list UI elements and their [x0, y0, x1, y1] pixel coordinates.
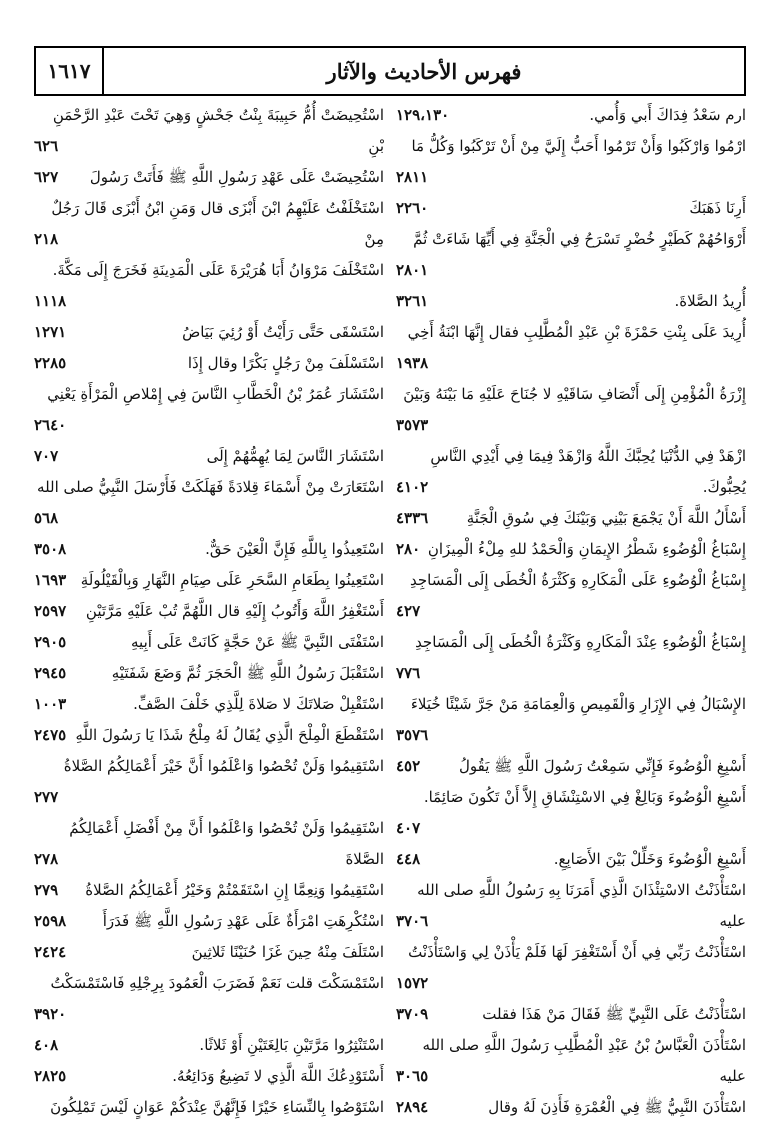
entry-line: [34, 162, 384, 193]
entry-line: [396, 441, 746, 472]
entry-line: [34, 937, 384, 968]
entry-line: [396, 906, 746, 937]
hadith-text: ارْمُوا وَارْكَبُوا وَأَنْ تَرْمُوا أَحَبُّ إِلَيَّ مِنْ أَنْ تَرْكَبُوا وَكُلُّ مَا: [411, 137, 746, 155]
hadith-text: اسْتُحِيضَتْ عَلَى عَهْدِ رَسُولِ اللَّهِ ﷺ فَأَتَتْ رَسُولَ: [89, 168, 384, 186]
entry-line: [396, 968, 746, 999]
index-entry: [396, 503, 746, 534]
hadith-number: ٣٥٧٣: [396, 416, 429, 434]
hadith-text: أُرِيدُ الصَّلاةَ.: [674, 292, 746, 310]
hadith-text: إِسْبَاغُ الْوُضُوءِ عِنْدَ الْمَكَارِهِ وَكَثْرَةُ الْخُطَى إِلَى الْمَسَاجِدِ: [415, 633, 746, 651]
hadith-number: ٧٠٧: [34, 447, 59, 465]
entry-line: [34, 751, 384, 782]
hadith-number: ٣٢٦١: [396, 292, 429, 310]
entry-line: [396, 937, 746, 968]
index-entry: [396, 379, 746, 441]
index-columns: [34, 100, 746, 1116]
index-entry: [34, 255, 384, 317]
entry-line: [396, 100, 746, 131]
hadith-text: ارم سَعْدُ فِدَاكَ أَبي وَأُمي.: [589, 106, 746, 124]
index-entry: [396, 875, 746, 937]
hadith-number: ١٢٧١: [34, 323, 67, 341]
hadith-text: أَسْبِغِ الْوُضُوءَ وَبَالِغْ فِي الاسْتِنْشَاقِ إِلاَّ أَنْ تَكُونَ صَائِمًا.: [423, 788, 746, 806]
entry-line: [396, 1061, 746, 1092]
entry-line: [34, 534, 384, 565]
entry-line: [34, 658, 384, 689]
hadith-text: إِزْرَةُ الْمُؤْمِنِ إِلَى أَنْصَافِ سَاقَيْهِ لا جُنَاحَ عَلَيْهِ مَا بَيْنَهُ وَبَيْنَ: [403, 385, 746, 403]
hadith-number: ١٥٧٢: [396, 974, 429, 992]
index-entry: [34, 534, 384, 565]
index-entry: [396, 1030, 746, 1092]
entry-line: [396, 1030, 746, 1061]
hadith-number: ٢٨٢٥: [34, 1067, 67, 1085]
index-entry: [34, 937, 384, 968]
hadith-text: اسْتَقِيمُوا وَلَنْ تُحْصُوا وَاعْلَمُوا أَنَّ مِنْ أَفْضَلِ أَعْمَالِكُمُ: [69, 819, 384, 837]
index-entry: [396, 286, 746, 317]
index-entry: [34, 906, 384, 937]
hadith-number: ٢١٨: [34, 230, 59, 248]
entry-line: [396, 627, 746, 658]
entry-line: [34, 782, 384, 813]
index-entry: [396, 131, 746, 193]
hadith-number: ٢٧٧: [34, 788, 59, 806]
hadith-text: اسْتَقْبِلْ صَلاتَكَ لا صَلاةَ لِلَّذِي خَلْفَ الصَّفِّ.: [133, 695, 384, 713]
index-entry: [396, 937, 746, 999]
index-entry: [396, 689, 746, 751]
index-entry: [34, 968, 384, 1030]
entry-line: [34, 627, 384, 658]
hadith-text: أَسْأَلُ اللَّهَ أَنْ يَجْمَعَ بَيْنِي وَبَيْنَكَ فِي سُوقِ الْجَنَّةِ: [466, 509, 746, 527]
hadith-number: ٣٥٧٦: [396, 726, 429, 744]
hadith-number: ٤٣٣٦: [396, 509, 429, 527]
hadith-text-cont: عليه: [719, 912, 746, 930]
entry-line: [396, 720, 746, 751]
entry-line: [396, 162, 746, 193]
entry-line: [34, 286, 384, 317]
entry-line: [34, 100, 384, 131]
index-entry: [34, 379, 384, 441]
hadith-text-cont: يُحِبُّوكَ.: [702, 478, 746, 496]
index-entry: [396, 317, 746, 379]
hadith-text: اسْتَخْلَفَ مَرْوَانُ أَبَا هُرَيْرَةَ عَلَى الْمَدِينَةِ فَخَرَجَ إِلَى مَكَّةَ.: [52, 261, 384, 279]
entry-line: [396, 410, 746, 441]
index-entry: [396, 565, 746, 627]
hadith-number: ٢٥٩٨: [34, 912, 67, 930]
hadith-number: ٢٧٨: [34, 850, 59, 868]
hadith-text: أَرْوَاحُهُمْ كَطَيْرٍ خُضْرٍ تَسْرَحُ فِي الْجَنَّةِ فِي أَيِّهَا شَاءَتْ ثُمَّ: [413, 230, 746, 248]
hadith-number: ٤٥٢: [396, 757, 421, 775]
entry-line: [34, 689, 384, 720]
hadith-text: اسْتَقِيمُوا وَلَنْ تُحْصُوا وَاعْلَمُوا أَنَّ خَيْرَ أَعْمَالِكُمُ الصَّلاةُ: [63, 757, 384, 775]
index-entry: [396, 1092, 746, 1123]
hadith-text: اسْتَأْذَنَ الْعَبَّاسُ بْنُ عَبْدِ الْمُطَّلِبِ رَسُولَ اللَّهِ صلى الله: [422, 1036, 746, 1054]
index-entry: [34, 720, 384, 751]
hadith-text: ازْهَدْ فِي الدُّنْيَا يُحِبَّكَ اللَّهُ وَازْهَدْ فِيمَا فِي أَيْدِي النَّاسِ: [430, 447, 746, 465]
entry-line: [396, 565, 746, 596]
hadith-number: ٤٠٧: [396, 819, 421, 837]
hadith-number: ٣٥٠٨: [34, 540, 67, 558]
entry-line: [396, 999, 746, 1030]
entry-line: [396, 503, 746, 534]
entry-line: [34, 224, 384, 255]
hadith-number: ٢٥٩٧: [34, 602, 67, 620]
entry-line: [34, 844, 384, 875]
hadith-number: ٢٩٠٥: [34, 633, 67, 651]
index-entry: [396, 193, 746, 224]
index-entry: [34, 813, 384, 875]
hadith-text: اسْتُحِيضَتْ أُمُّ حَبِيبَةَ بِنْتُ جَحْشٍ وَهِيَ تَحْتَ عَبْدِ الرَّحْمَنِ: [52, 106, 384, 124]
index-entry: [34, 1092, 384, 1123]
hadith-text: اسْتَأْذَنَ النَّبِيُّ ﷺ فِي الْعُمْرَةِ فَأَذِنَ لَهُ وقال: [488, 1098, 746, 1116]
hadith-text: اسْتَعِينُوا بِطَعَامِ السَّحَرِ عَلَى صِيَامِ النَّهَارِ وَبِالْقَيْلُولَةِ: [80, 571, 384, 589]
entry-line: [34, 1092, 384, 1123]
hadith-text: اسْتَقْطَعَ الْمِلْحَ الَّذِي يُقَالُ لَهُ مِلْحُ شَذَا يَا رَسُولَ اللَّهِ: [75, 726, 384, 744]
hadith-text: أَسْبِغِ الْوُضُوءَ فَإِنِّي سَمِعْتُ رَسُولَ اللَّهِ ﷺ يَقُولُ: [458, 757, 746, 775]
hadith-number: ٤٢٧: [396, 602, 421, 620]
hadith-number: ٢٤٢٤: [34, 943, 67, 961]
entry-line: [34, 813, 384, 844]
index-entry: [34, 596, 384, 627]
index-entry: [34, 348, 384, 379]
hadith-text-cont: الصَّلاةَ: [345, 850, 384, 868]
page-number: ١٦١٧: [36, 48, 104, 94]
hadith-number: ١٦٩٣: [34, 571, 67, 589]
hadith-text: اسْتَمْسَكْتَ قلت نَعَمْ فَضَرَبَ الْعَمُودَ بِرِجْلِهِ فَاسْتَمْسَكْتُ: [50, 974, 384, 992]
hadith-text: اسْتَلَفَ مِنْهُ حِينَ غَزَا حُنَيْنًا ثَلاثِينَ: [191, 943, 384, 961]
hadith-number: ٢٦٤٠: [34, 416, 67, 434]
hadith-number: ١٢٩،١٣٠: [396, 106, 450, 124]
index-entry: [396, 782, 746, 844]
entry-line: [396, 255, 746, 286]
hadith-text: أَسْتَوْدِعُكَ اللَّهَ الَّذِي لا تَضِيعُ وَدَائِعُهُ.: [172, 1067, 384, 1085]
page: [34, 46, 746, 1116]
index-entry: [34, 317, 384, 348]
index-entry: [396, 627, 746, 689]
hadith-number: ٤٠٨: [34, 1036, 59, 1054]
hadith-number: ١٠٠٣: [34, 695, 67, 713]
hadith-text: اسْتَشَارَ النَّاسَ لِمَا يُهِمُّهُمْ إِلَى: [206, 447, 384, 465]
hadith-text: اسْتَفْتَى النَّبِيَّ ﷺ عَنْ حَجَّةٍ كَانَتْ عَلَى أَبِيهِ: [131, 633, 384, 651]
entry-line: [34, 379, 384, 410]
entry-line: [396, 379, 746, 410]
hadith-number: ١١١٨: [34, 292, 67, 310]
page-header: [34, 46, 746, 96]
hadith-number: ٢٢٦٠: [396, 199, 429, 217]
entry-line: [396, 348, 746, 379]
hadith-text: اسْتَعَارَتْ مِنْ أَسْمَاءَ قِلادَةً فَهَلَكَتْ فَأَرْسَلَ النَّبِيُّ صلى الله: [37, 478, 384, 496]
index-entry: [34, 162, 384, 193]
index-entry: [34, 1061, 384, 1092]
index-entry: [34, 441, 384, 472]
entry-line: [34, 503, 384, 534]
left-column: [34, 100, 384, 1116]
index-entry: [34, 751, 384, 813]
hadith-text: اسْتَعِيذُوا بِاللَّهِ فَإِنَّ الْعَيْنَ حَقٌّ.: [205, 540, 384, 558]
entry-line: [396, 782, 746, 813]
entry-line: [34, 317, 384, 348]
hadith-text: اسْتَسْقَى حَتَّى رَأَيْتُ أَوْ رُئِيَ بَيَاضُ: [182, 323, 384, 341]
hadith-number: ٢٧٩: [34, 881, 59, 899]
entry-line: [396, 1092, 746, 1123]
hadith-text: اسْتَقِيمُوا وَنِعِمَّا إِنِ اسْتَقَمْتُمْ وَخَيْرُ أَعْمَالِكُمُ الصَّلاةُ: [85, 881, 384, 899]
hadith-text: اسْتَشَارَ عُمَرُ بْنُ الْخَطَّابِ النَّاسَ فِي إِمْلاصِ الْمَرْأَةِ يَعْنِي: [47, 385, 384, 403]
hadith-text-cont: مِنْ: [364, 230, 384, 248]
hadith-text: اسْتَأْذَنْتُ رَبِّي فِي أَنْ أَسْتَغْفِرَ لَهَا فَلَمْ يَأْذَنْ لِي وَاسْتَأْذَنْتُ: [408, 943, 746, 961]
page-title: فهرس الأحاديث والآثار: [326, 58, 522, 84]
entry-line: [34, 255, 384, 286]
index-entry: [396, 100, 746, 131]
hadith-number: ٢٨٠: [396, 540, 421, 558]
entry-line: [34, 441, 384, 472]
entry-line: [396, 131, 746, 162]
hadith-number: ١٩٣٨: [396, 354, 429, 372]
entry-line: [396, 813, 746, 844]
entry-line: [34, 131, 384, 162]
hadith-number: ٦٢٧: [34, 168, 59, 186]
hadith-text: اسْتَقْبَلَ رَسُولُ اللَّهِ ﷺ الْحَجَرَ ثُمَّ وَضَعَ شَفَتَيْهِ: [111, 664, 384, 682]
hadith-number: ٣٠٦٥: [396, 1067, 429, 1085]
entry-line: [396, 224, 746, 255]
hadith-number: ٣٩٢٠: [34, 1005, 67, 1023]
hadith-number: ٣٧٠٩: [396, 1005, 429, 1023]
hadith-number: ٢٨١١: [396, 168, 429, 186]
entry-line: [34, 906, 384, 937]
hadith-number: ٢٨٠١: [396, 261, 429, 279]
hadith-number: ٣٧٠٦: [396, 912, 429, 930]
entry-line: [396, 596, 746, 627]
hadith-text: اسْتَخْلَفْتُ عَلَيْهِمُ ابْنَ أَبْزَى قال وَمَنِ ابْنُ أَبْزَى قَالَ رَجُلٌ: [51, 199, 384, 217]
index-entry: [34, 1030, 384, 1061]
entry-line: [34, 968, 384, 999]
entry-line: [34, 720, 384, 751]
entry-line: [396, 317, 746, 348]
entry-line: [396, 534, 746, 565]
index-entry: [396, 224, 746, 286]
hadith-text: أَسْبِغِ الْوُضُوءَ وَخَلِّلْ بَيْنَ الأَصَابِعِ.: [553, 850, 746, 868]
hadith-number: ٧٧٦: [396, 664, 421, 682]
hadith-text: إِسْبَاغُ الْوُضُوءِ عَلَى الْمَكَارِهِ وَكَثْرَةُ الْخُطَى إِلَى الْمَسَاجِدِ: [410, 571, 746, 589]
hadith-text: اسْتَنْثِرُوا مَرَّتَيْنِ بَالِغَتَيْنِ أَوْ ثَلاثًا.: [199, 1036, 384, 1054]
hadith-text: أُرِيدَ عَلَى بِنْتِ حَمْزَةَ بْنِ عَبْدِ الْمُطَّلِبِ فقال إِنَّهَا ابْنَةُ أَخِي: [407, 323, 746, 341]
entry-line: [396, 472, 746, 503]
hadith-number: ٢٨٩٤: [396, 1098, 429, 1116]
entry-line: [34, 472, 384, 503]
entry-line: [34, 999, 384, 1030]
hadith-number: ٦٢٦: [34, 137, 59, 155]
hadith-number: ٤٤٨: [396, 850, 421, 868]
entry-line: [396, 286, 746, 317]
index-entry: [34, 658, 384, 689]
entry-line: [396, 751, 746, 782]
index-entry: [34, 193, 384, 255]
entry-line: [396, 658, 746, 689]
index-entry: [396, 844, 746, 875]
entry-line: [396, 875, 746, 906]
hadith-number: ٥٦٨: [34, 509, 59, 527]
hadith-number: ٢٤٧٥: [34, 726, 67, 744]
entry-line: [396, 689, 746, 720]
entry-line: [396, 193, 746, 224]
hadith-number: ٢٢٨٥: [34, 354, 67, 372]
entry-line: [34, 1030, 384, 1061]
hadith-text: أَرِنَا ذَهَبَكَ: [689, 199, 746, 217]
index-entry: [34, 689, 384, 720]
hadith-text: اسْتَوْصُوا بِالنِّسَاءِ خَيْرًا فَإِنَّهُنَّ عِنْدَكُمْ عَوَانٍ لَيْسَ تَمْلِكُونَ: [50, 1098, 384, 1116]
entry-line: [34, 596, 384, 627]
index-entry: [34, 565, 384, 596]
index-entry: [396, 534, 746, 565]
index-entry: [396, 999, 746, 1030]
index-entry: [34, 875, 384, 906]
index-entry: [396, 441, 746, 503]
hadith-text: اسْتَأْذَنْتُ الاسْتِئْذَانَ الَّذِي أَمَرَنَا بِهِ رَسُولُ اللَّهِ صلى الله: [417, 881, 746, 899]
hadith-text-cont: عليه: [719, 1067, 746, 1085]
entry-line: [34, 410, 384, 441]
hadith-text: أَسْتَغْفِرُ اللَّهَ وَأَتُوبُ إِلَيْهِ قال اللَّهُمَّ تُبْ عَلَيْهِ مَرَّتَيْنِ: [85, 602, 384, 620]
hadith-text-cont: بْنِ: [368, 137, 384, 155]
index-entry: [34, 627, 384, 658]
hadith-number: ٤١٠٢: [396, 478, 429, 496]
index-entry: [396, 751, 746, 782]
entry-line: [34, 348, 384, 379]
entry-line: [34, 565, 384, 596]
index-entry: [34, 472, 384, 534]
entry-line: [34, 193, 384, 224]
hadith-text: اسْتَأْذَنْتُ عَلَى النَّبِيِّ ﷺ فَقَالَ مَنْ هَذَا فقلت: [482, 1005, 746, 1023]
hadith-text: الإِسْبَالُ فِي الإِزَارِ وَالْقَمِيصِ وَالْعِمَامَةِ مَنْ جَرَّ شَيْئًا خُيَلاءَ: [410, 695, 746, 713]
right-column: [396, 100, 746, 1116]
entry-line: [396, 844, 746, 875]
entry-line: [34, 875, 384, 906]
index-entry: [34, 100, 384, 162]
hadith-text: اسْتُكْرِهَتِ امْرَأَةٌ عَلَى عَهْدِ رَسُولِ اللَّهِ ﷺ فَدَرَأَ: [102, 912, 384, 930]
hadith-text: اسْتَسْلَفَ مِنْ رَجُلٍ بَكْرًا وقال إِذَا: [187, 354, 384, 372]
hadith-number: ٢٩٤٥: [34, 664, 67, 682]
hadith-text: إِسْبَاغُ الْوُضُوءِ شَطْرُ الإِيمَانِ وَالْحَمْدُ للهِ مِلْءُ الْمِيزَانِ: [427, 540, 746, 558]
entry-line: [34, 1061, 384, 1092]
